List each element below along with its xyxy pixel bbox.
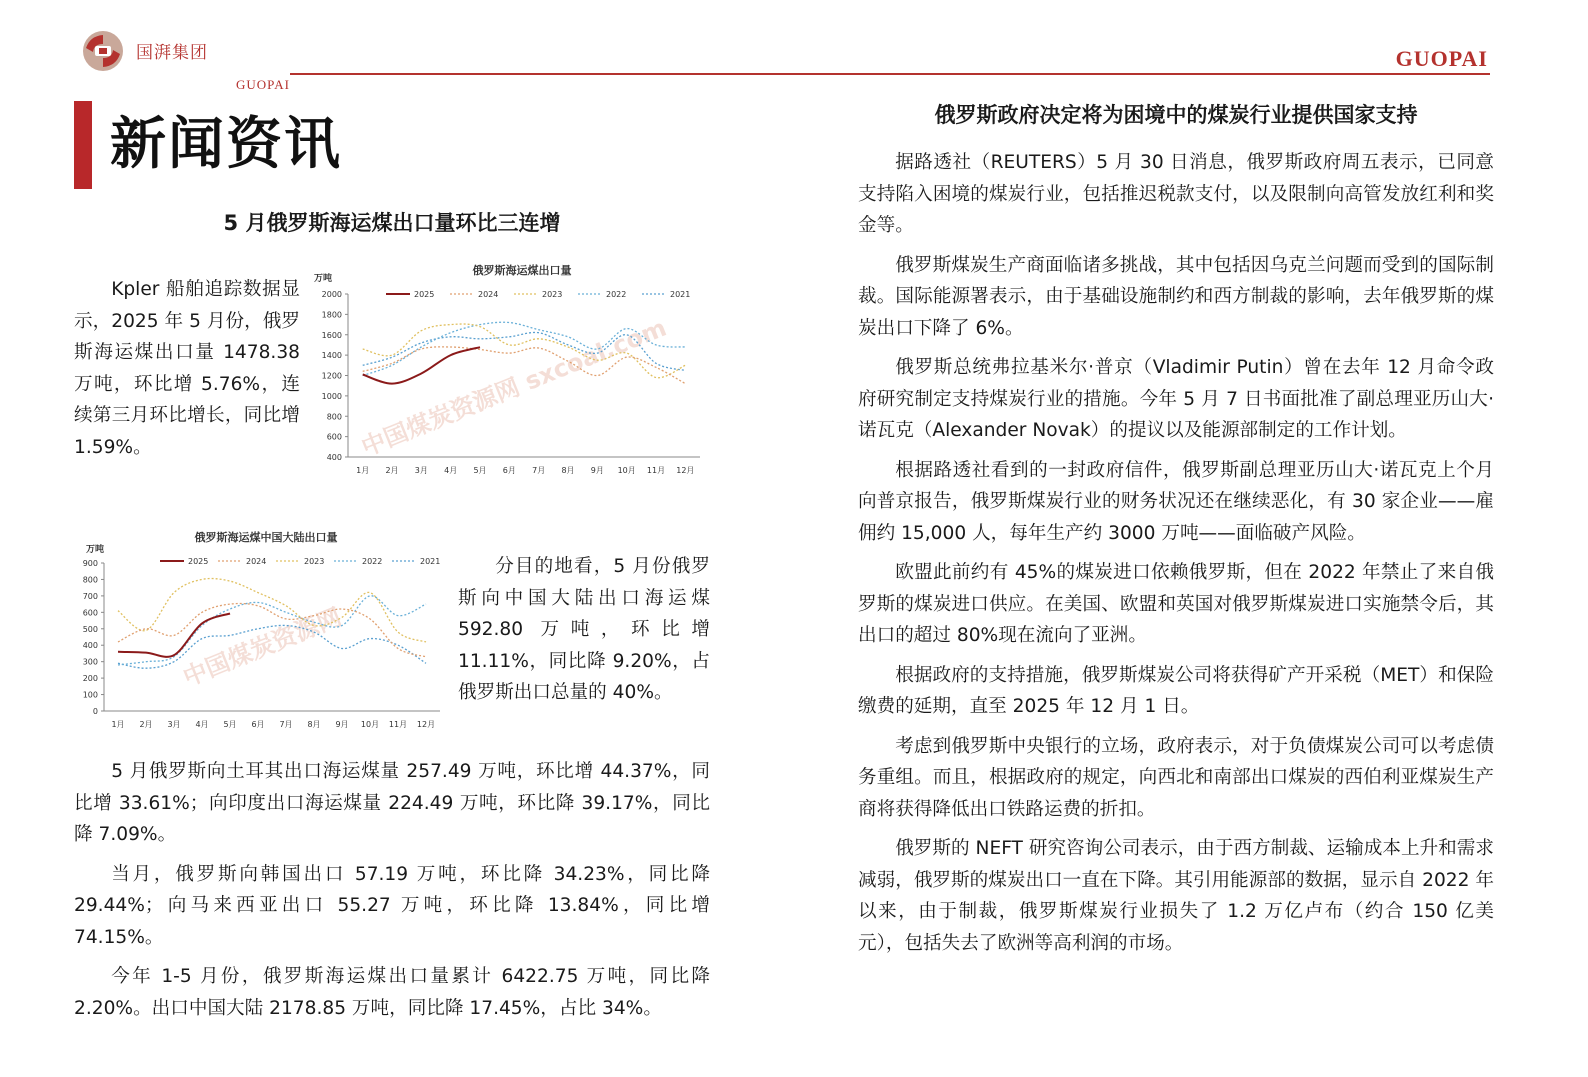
legend-label: 2022 bbox=[606, 290, 627, 299]
x-tick-label: 9月 bbox=[590, 466, 604, 475]
chart-watermark: 中国煤炭资源网 bbox=[179, 602, 346, 692]
x-tick-label: 7月 bbox=[279, 720, 293, 729]
y-tick-label: 0 bbox=[92, 707, 98, 716]
x-tick-label: 6月 bbox=[251, 720, 265, 729]
legend-label: 2023 bbox=[304, 557, 325, 566]
x-tick-label: 6月 bbox=[502, 466, 516, 475]
chart-background bbox=[74, 524, 446, 736]
y-tick-label: 2000 bbox=[321, 290, 342, 299]
legend-label: 2025 bbox=[414, 290, 435, 299]
paragraph-text: 俄罗斯的 NEFT 研究咨询公司表示，由于西方制裁、运输成本上升和需求减弱，俄罗斯的煤炭出口一直在下降。其引用能源部的数据，显示自 2022 年以来，由于制裁，俄罗斯煤炭行业损失了 1.2 万亿卢布（约合 150 亿美元），包括失去了欧洲等高利润的市场。 bbox=[858, 838, 1494, 954]
x-tick-label: 4月 bbox=[195, 720, 209, 729]
left-paragraph-3 bbox=[74, 756, 710, 1024]
x-tick-label: 2月 bbox=[385, 466, 399, 475]
chart-title: 俄罗斯海运煤中国大陆出口量 bbox=[194, 531, 338, 544]
legend-label: 2023 bbox=[542, 290, 563, 299]
left-headline: 5 月俄罗斯海运煤出口量环比三连增 bbox=[223, 211, 561, 235]
y-tick-label: 1600 bbox=[321, 330, 342, 340]
y-tick-label: 400 bbox=[326, 453, 342, 462]
paragraph-text: 今年 1-5 月份，俄罗斯海运煤出口量累计 6422.75 万吨，同比降 2.20%。出口中国大陆 2178.85 万吨，同比降 17.45%，占比 34%。 bbox=[74, 966, 710, 1019]
y-tick-label: 400 bbox=[82, 641, 98, 651]
paragraph-text: 据路透社（REUTERS）5 月 30 日消息，俄罗斯政府周五表示，已同意支持陷入困境的煤炭行业，包括推迟税款支付，以及限制向高管发放红利和奖金等。 bbox=[858, 152, 1494, 236]
paragraph-text: 5 月俄罗斯向土耳其出口海运煤量 257.49 万吨，环比增 44.37%，同比增 33.61%；向印度出口海运煤量 224.49 万吨，环比降 39.17%，同比降 7.09%。 bbox=[74, 761, 710, 845]
legend-label: 2025 bbox=[188, 557, 209, 566]
left-paragraph-2 bbox=[458, 551, 710, 709]
china-export-chart bbox=[74, 524, 446, 736]
logo-text-en: GUOPAI bbox=[236, 77, 290, 92]
legend-label: 2021 bbox=[670, 290, 691, 299]
logo-text-cn: 国湃集团 bbox=[136, 43, 208, 63]
y-tick-label: 100 bbox=[82, 690, 98, 700]
right-article bbox=[858, 147, 1494, 959]
x-tick-label: 12月 bbox=[416, 720, 436, 729]
y-tick-label: 1000 bbox=[321, 391, 342, 401]
header-rule bbox=[290, 73, 1490, 75]
paragraph-text: 欧盟此前约有 45%的煤炭进口依赖俄罗斯，但在 2022 年禁止了来自俄罗斯的煤炭进口供应。在美国、欧盟和英国对俄罗斯煤炭进口实施禁令后，其出口的超过 80%现在流向了亚洲。 bbox=[858, 562, 1494, 646]
x-tick-label: 11月 bbox=[646, 466, 666, 475]
x-tick-label: 3月 bbox=[414, 466, 428, 475]
y-tick-label: 900 bbox=[82, 559, 98, 568]
y-tick-label: 1200 bbox=[321, 371, 342, 381]
guopai-logo-icon bbox=[80, 28, 126, 74]
x-tick-label: 10月 bbox=[617, 466, 636, 475]
chart-watermark: 中国煤炭资源网 sxcoal.com bbox=[357, 313, 671, 462]
section-accent-bar bbox=[74, 101, 92, 189]
y-tick-label: 600 bbox=[326, 432, 342, 442]
x-tick-label: 8月 bbox=[307, 720, 321, 729]
chart-title: 俄罗斯海运煤出口量 bbox=[472, 264, 572, 277]
x-tick-label: 1月 bbox=[356, 466, 370, 475]
y-tick-label: 1800 bbox=[321, 310, 342, 320]
chart-ylabel: 万吨 bbox=[314, 274, 333, 284]
x-tick-label: 7月 bbox=[532, 466, 546, 475]
y-tick-label: 800 bbox=[326, 412, 342, 422]
x-tick-label: 5月 bbox=[223, 720, 237, 729]
section-title: 新闻资讯 bbox=[110, 112, 342, 177]
x-tick-label: 5月 bbox=[473, 466, 487, 475]
x-tick-label: 3月 bbox=[167, 720, 181, 729]
paragraph-text: 考虑到俄罗斯中央银行的立场，政府表示，对于负债煤炭公司可以考虑债务重组。而且，根据政府的规定，向西北和南部出口煤炭的西伯利亚煤炭生产商将获得降低出口铁路运费的折扣。 bbox=[858, 735, 1494, 820]
paragraph-text: 俄罗斯煤炭生产商面临诸多挑战，其中包括因乌克兰问题而受到的国际制裁。国际能源署表示，由于基础设施制约和西方制裁的影响，去年俄罗斯的煤炭出口下降了 6%。 bbox=[858, 254, 1494, 339]
paragraph-text: 分目的地看，5 月份俄罗斯向中国大陆出口海运煤 592.80 万吨，环比增 11.11%，同比降 9.20%，占俄罗斯出口总量的 40%。 bbox=[458, 556, 710, 703]
y-tick-label: 300 bbox=[82, 657, 98, 667]
x-tick-label: 1月 bbox=[111, 720, 125, 729]
y-tick-label: 800 bbox=[82, 575, 98, 585]
export-volume-chart bbox=[312, 256, 710, 482]
paragraph-text: 根据政府的支持措施，俄罗斯煤炭公司将获得矿产开采税（MET）和保险缴费的延期，直至 2025 年 12 月 1 日。 bbox=[858, 664, 1494, 717]
brand-name: GUOPAI bbox=[1395, 46, 1488, 71]
legend-label: 2021 bbox=[420, 557, 441, 566]
chart-ylabel: 万吨 bbox=[86, 545, 105, 555]
x-tick-label: 12月 bbox=[676, 466, 695, 475]
y-tick-label: 500 bbox=[82, 624, 98, 634]
y-tick-label: 700 bbox=[82, 591, 98, 601]
paragraph-text: Kpler 船舶追踪数据显示，2025 年 5 月份，俄罗斯海运煤出口量 1478.38 万吨，环比增 5.76%，连续第三月环比增长，同比增 1.59%。 bbox=[74, 279, 300, 458]
x-tick-label: 2月 bbox=[139, 720, 153, 729]
x-tick-label: 8月 bbox=[561, 466, 575, 475]
y-tick-label: 200 bbox=[82, 674, 98, 684]
paragraph-text: 俄罗斯总统弗拉基米尔·普京（Vladimir Putin）曾在去年 12 月命令政府研究制定支持煤炭行业的措施。今年 5 月 7 日书面批准了副总理亚历山大·诺瓦克（Alexander Novak）的提议以及能源部制定的工作计划。 bbox=[858, 357, 1494, 441]
y-tick-label: 600 bbox=[82, 608, 98, 618]
legend-label: 2024 bbox=[478, 290, 499, 299]
legend-label: 2024 bbox=[246, 557, 267, 566]
x-tick-label: 4月 bbox=[444, 466, 458, 475]
x-tick-label: 9月 bbox=[335, 720, 349, 729]
left-paragraph-1 bbox=[74, 274, 300, 463]
x-tick-label: 10月 bbox=[360, 720, 380, 729]
x-tick-label: 11月 bbox=[388, 720, 408, 729]
paragraph-text: 根据路透社看到的一封政府信件，俄罗斯副总理亚历山大·诺瓦克上个月向普京报告，俄罗斯煤炭行业的财务状况还在继续恶化，有 30 家企业——雇佣约 15,000 人，每年生产约 3000 万吨——面临破产风险。 bbox=[858, 459, 1494, 544]
right-headline: 俄罗斯政府决定将为困境中的煤炭行业提供国家支持 bbox=[934, 103, 1418, 127]
y-tick-label: 1400 bbox=[321, 351, 342, 361]
legend-label: 2022 bbox=[362, 557, 383, 566]
paragraph-text: 当月，俄罗斯向韩国出口 57.19 万吨，环比降 34.23%，同比降 29.44%；向马来西亚出口 55.27 万吨，环比降 13.84%，同比增 74.15%。 bbox=[74, 863, 710, 948]
